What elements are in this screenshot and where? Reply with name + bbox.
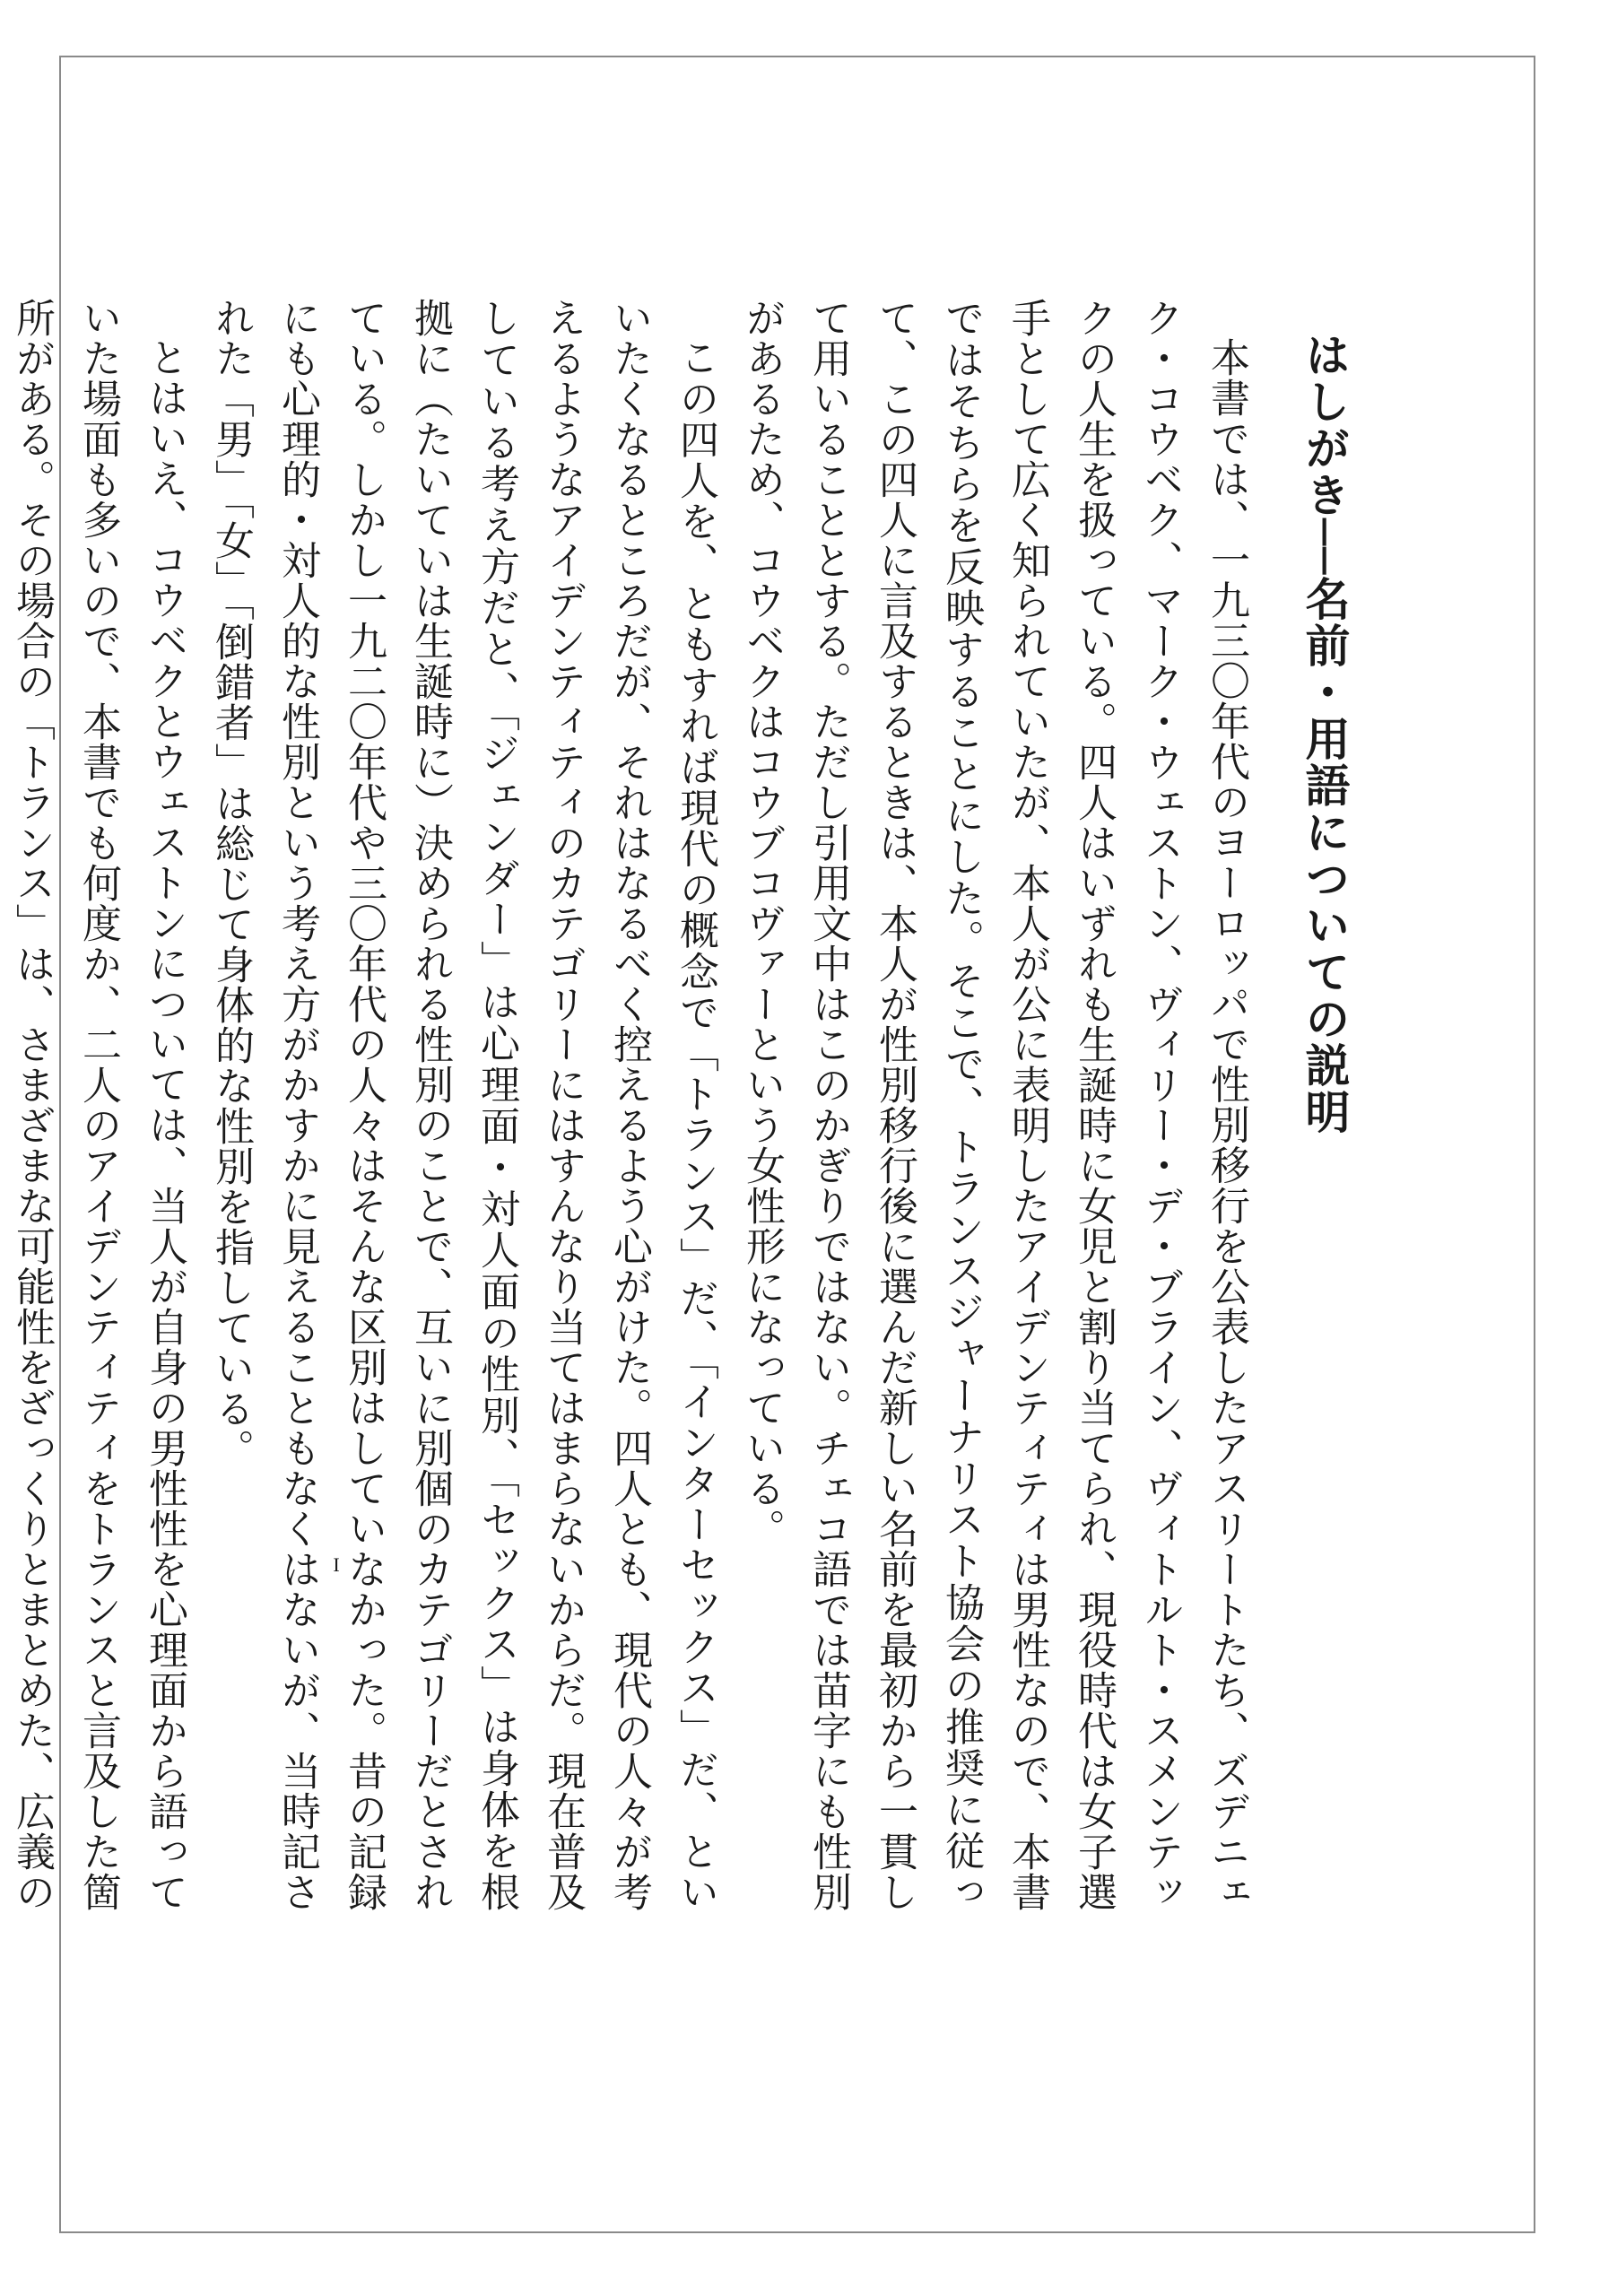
page-number: I [333,1553,340,1576]
paragraph-2: この四人を、ともすれば現代の概念で「トランス」だ、「インターセックス」だ、といいたくなるところだが、それはなるべく控えるよう心がけた。四人とも、現代の人々が考えるようなアイデンティティのカテゴリーにはすんなり当てはまらないからだ。現在普及している考え方だと、「ジェンダー」は心理面・対人面の性別、「セックス」は身体を根拠に（たいていは生誕時に）決められる性別のことで、互いに別個のカテゴリーだとされている。しかし一九二〇年代や三〇年代の人々はそんな区別はしていなかった。昔の記録にも心理的・対人的な性別という考え方がかすかに見えることもなくはないが、当時記された「男」「女」「倒錯者」は総じて身体的な性別を指している。 [208,298,718,1912]
page-title: はしがき──名前・用語についての説明 [1298,332,1352,1136]
paragraph-1: 本書では、一九三〇年代のヨーロッパで性別移行を公表したアスリートたち、ズデニェク・コウベク、マーク・ウェストン、ヴィリー・デ・ブライン、ヴィトルト・スメンテックの人生を扱っている。四人はいずれも生誕時に女児と割り当てられ、現役時代は女子選手として広く知られていたが、本人が公に表明したアイデンティティは男性なので、本書ではそちらを反映することにした。そこで、トランスジャーナリスト協会の推奨に従って、この四人に言及するときは、本人が性別移行後に選んだ新しい名前を最初から一貫して用いることとする。ただし引用文中はこのかぎりではない。チェコ語では苗字にも性別があるため、コウベクはコウブコヴァーという女性形になっている。 [739,298,1249,1912]
paragraph-3: とはいえ、コウベクとウェストンについては、当人が自身の男性性を心理面から語っていた場面も多いので、本書でも何度か、二人のアイデンティティをトランスと言及した箇所がある。その場合の「トランス」は、さまざまな可能性をざっくりとまとめた、広義の [9,298,187,1912]
body-text [9,298,1259,1912]
